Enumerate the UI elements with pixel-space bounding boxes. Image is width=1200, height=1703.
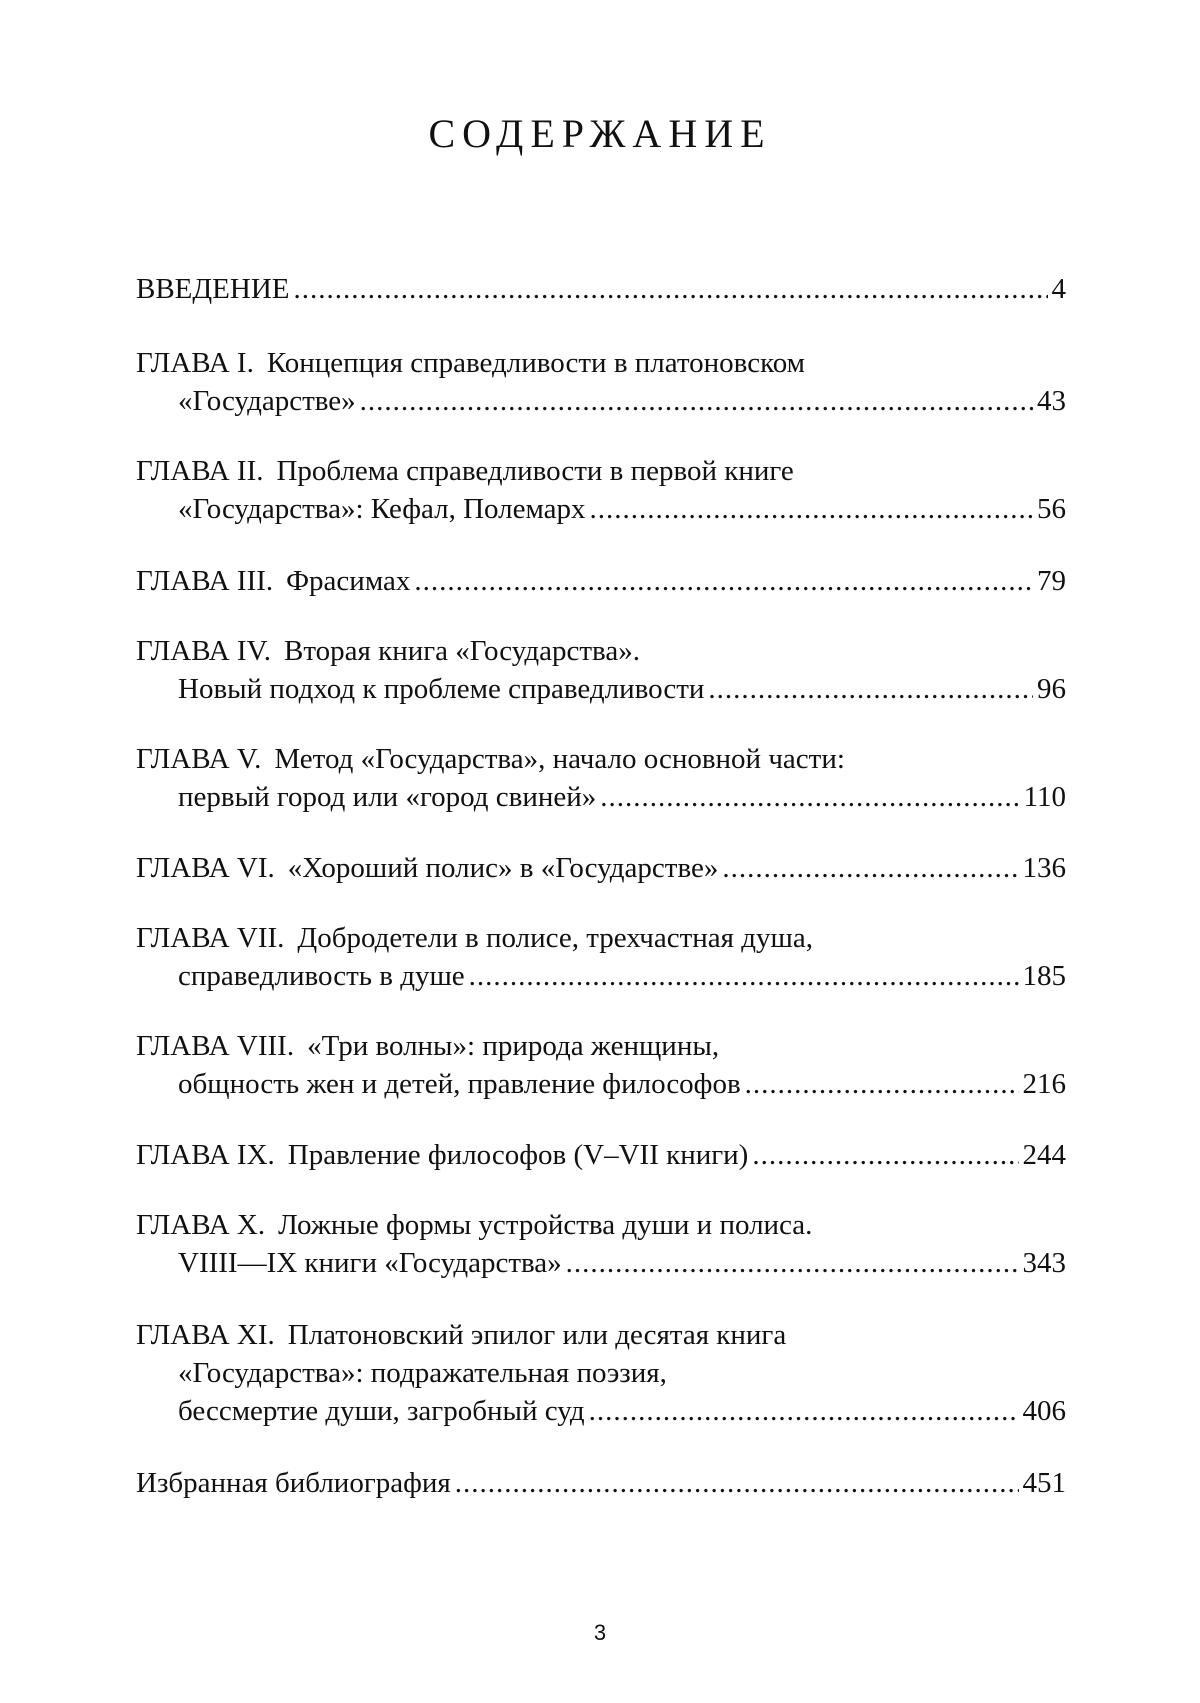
toc-entry-continuation <box>136 490 1066 528</box>
toc-entry-page: 110 <box>1023 781 1066 813</box>
toc-entry-page: 451 <box>1022 1467 1066 1499</box>
dot-leader <box>708 670 1033 708</box>
toc-entry-label: ГЛАВА V. <box>136 743 262 775</box>
toc-entry-continuation <box>136 1354 1066 1392</box>
toc-entry-title: Правление философов (V–VII книги) <box>287 1139 749 1171</box>
toc-entry-label: ВВЕДЕНИЕ <box>136 273 290 305</box>
toc-entry[interactable] <box>136 452 1066 528</box>
toc-entry-title: Метод «Государства», начало основной части: <box>274 743 845 775</box>
toc-list <box>136 270 1066 1502</box>
toc-entry-label: ГЛАВА III. <box>136 565 274 597</box>
toc-entry-label: ГЛАВА X. <box>136 1209 266 1241</box>
dot-leader <box>745 1065 1019 1103</box>
toc-entry[interactable] <box>136 1027 1066 1103</box>
toc-entry-page: 244 <box>1022 1139 1066 1171</box>
toc-entry-label: ГЛАВА II. <box>136 455 264 487</box>
toc-entry[interactable] <box>136 1206 1066 1282</box>
page-number: 3 <box>593 1620 607 1645</box>
toc-entry[interactable] <box>136 1136 1066 1174</box>
toc-entry-title: Концепция справедливости в платоновском <box>266 347 805 379</box>
toc-entry-title-continued: общность жен и детей, правление философов <box>178 1068 741 1100</box>
toc-entry-title: Фрасимах <box>286 565 411 597</box>
toc-entry[interactable] <box>136 270 1066 308</box>
dot-leader <box>600 778 1019 816</box>
toc-entry-line <box>136 452 1066 490</box>
dot-leader <box>589 1392 1019 1430</box>
toc-entry-line <box>136 1464 1066 1502</box>
toc-entry-continuation <box>136 1244 1066 1282</box>
toc-entry-page: 185 <box>1022 960 1066 992</box>
toc-entry-line <box>136 1206 1066 1244</box>
toc-entry[interactable] <box>136 632 1066 708</box>
dot-leader <box>752 1136 1018 1174</box>
dot-leader <box>590 490 1033 528</box>
toc-entry-title-continued: бессмертие души, загробный суд <box>178 1395 585 1427</box>
dot-leader <box>722 849 1018 887</box>
toc-entry-page: 136 <box>1022 852 1066 884</box>
toc-entry-line <box>136 1316 1066 1354</box>
toc-entry-title-continued: VIIII—IX книги «Государства» <box>178 1247 562 1279</box>
toc-entry-label: ГЛАВА VI. <box>136 852 275 884</box>
dot-leader <box>469 957 1019 995</box>
toc-entry-line <box>136 1136 1066 1174</box>
toc-entry-page: 343 <box>1022 1247 1066 1279</box>
dot-leader <box>566 1244 1019 1282</box>
toc-entry-line <box>136 1027 1066 1065</box>
toc-entry-line <box>136 562 1066 600</box>
toc-entry-label: Избранная библиография <box>136 1467 451 1499</box>
toc-entry-page: 406 <box>1022 1395 1066 1427</box>
toc-entry-line <box>136 270 1066 308</box>
toc-entry-page: 79 <box>1037 565 1066 597</box>
toc-entry-continuation <box>136 1392 1066 1430</box>
dot-leader <box>414 562 1033 600</box>
toc-entry[interactable] <box>136 562 1066 600</box>
toc-entry-continuation <box>136 670 1066 708</box>
toc-entry-continuation <box>136 1065 1066 1103</box>
toc-entry[interactable] <box>136 1316 1066 1430</box>
toc-entry-title-continued: справедливость в душе <box>178 960 465 992</box>
toc-entry-continuation <box>136 382 1066 420</box>
toc-entry-page: 4 <box>1051 273 1066 305</box>
toc-entry-label: ГЛАВА VII. <box>136 922 285 954</box>
toc-entry-title: «Хороший полис» в «Государстве» <box>287 852 719 884</box>
toc-entry-title: Вторая книга «Государства». <box>284 635 640 667</box>
toc-entry-label: ГЛАВА XI. <box>136 1319 275 1351</box>
toc-entry-label: ГЛАВА IV. <box>136 635 272 667</box>
toc-heading: СОДЕРЖАНИЕ <box>428 111 772 156</box>
toc-entry-label: ГЛАВА VIII. <box>136 1030 295 1062</box>
toc-entry[interactable] <box>136 1464 1066 1502</box>
toc-entry-label: ГЛАВА IX. <box>136 1139 275 1171</box>
toc-entry-title-continued: первый город или «город свиней» <box>178 781 597 813</box>
dot-leader <box>294 270 1048 308</box>
toc-entry-title: «Три волны»: природа женщины, <box>307 1030 720 1062</box>
toc-entry-line <box>136 919 1066 957</box>
toc-entry[interactable] <box>136 740 1066 816</box>
toc-entry-line <box>136 740 1066 778</box>
toc-entry-title: Проблема справедливости в первой книге <box>276 455 794 487</box>
toc-entry-line <box>136 344 1066 382</box>
toc-entry-page: 56 <box>1037 493 1066 525</box>
toc-entry-title: Ложные формы устройства души и полиса. <box>278 1209 813 1241</box>
toc-entry-title-continued: «Государстве» <box>178 385 356 417</box>
toc-entry-continuation <box>136 778 1066 816</box>
toc-entry-title: Платоновский эпилог или десятая книга <box>287 1319 787 1351</box>
toc-entry-continuation <box>136 957 1066 995</box>
toc-entry[interactable] <box>136 919 1066 995</box>
toc-entry-title-continued: «Государства»: подражательная поэзия, <box>178 1357 667 1389</box>
toc-entry-line <box>136 632 1066 670</box>
toc-entry-page: 96 <box>1037 673 1066 705</box>
toc-entry-title: Добродетели в полисе, трехчастная душа, <box>297 922 813 954</box>
toc-entry-line <box>136 849 1066 887</box>
toc-entry-title-continued: «Государства»: Кефал, Полемарх <box>178 493 586 525</box>
toc-entry[interactable] <box>136 849 1066 887</box>
toc-entry-page: 216 <box>1022 1068 1066 1100</box>
toc-entry[interactable] <box>136 344 1066 420</box>
toc-entry-label: ГЛАВА I. <box>136 347 254 379</box>
toc-entry-page: 43 <box>1037 385 1066 417</box>
toc-entry-title-continued: Новый подход к проблеме справедливости <box>178 673 705 705</box>
dot-leader <box>455 1464 1019 1502</box>
dot-leader <box>360 382 1033 420</box>
